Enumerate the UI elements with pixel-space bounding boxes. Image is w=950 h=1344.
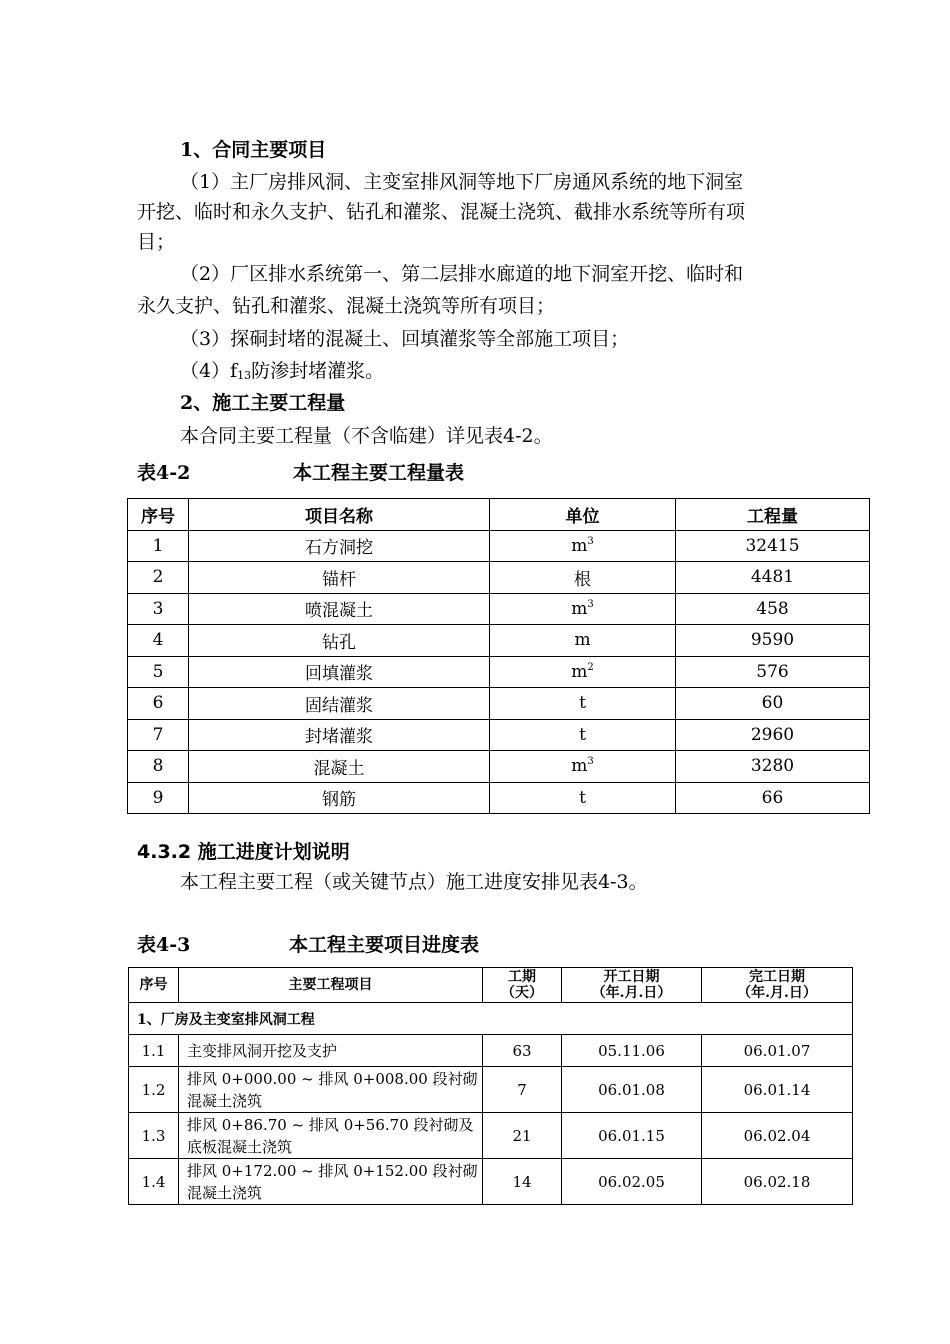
- header-no: 序号: [129, 968, 179, 1003]
- cell-no: 3: [128, 593, 189, 625]
- section-heading-contract-items: 1、合同主要项目: [180, 139, 327, 161]
- cell-unit: $m^3$: [490, 593, 676, 625]
- cell-name: 钢筋: [189, 782, 490, 814]
- cell-no: 6: [128, 688, 189, 720]
- cell-start: 06.01.15: [562, 1113, 702, 1159]
- cell-no: 4: [128, 625, 189, 657]
- schedule-intro: 本工程主要工程（或关键节点）施工进度安排见表4-3。: [180, 871, 648, 893]
- cell-no: 7: [128, 719, 189, 751]
- cell-name: 混凝土: [189, 751, 490, 783]
- cell-start: 05.11.06: [562, 1035, 702, 1067]
- cell-unit: $m^3$: [490, 751, 676, 783]
- cell-no: 5: [128, 656, 189, 688]
- cell-item: 排风 0+172.00 ~ 排风 0+152.00 段衬砌 混凝土浇筑: [179, 1159, 483, 1205]
- cell-unit: $m^3$: [490, 530, 676, 562]
- quantities-intro: 本合同主要工程量（不含临建）详见表4-2。: [180, 425, 553, 447]
- cell-qty: 66: [676, 782, 870, 814]
- cell-no: 2: [128, 562, 189, 594]
- cell-item: 主变排风洞开挖及支护: [179, 1035, 483, 1067]
- table-row: [128, 751, 870, 783]
- cell-unit: t: [490, 688, 676, 720]
- cell-qty: 9590: [676, 625, 870, 657]
- table-row: [128, 593, 870, 625]
- header-quantity: 工程量: [676, 499, 870, 531]
- paragraph-4-prefix: （4）f: [180, 360, 238, 382]
- table-row: [128, 688, 870, 720]
- paragraph-4: [180, 359, 384, 388]
- table-header-row: [129, 968, 853, 1003]
- table-4-2-caption-title: 本工程主要工程量表: [293, 462, 465, 484]
- cell-no: 1.3: [129, 1113, 179, 1159]
- section-heading-schedule: 4.3.2 施工进度计划说明: [137, 841, 350, 863]
- header-item-name: 项目名称: [189, 499, 490, 531]
- quantities-table: [127, 498, 870, 814]
- cell-end: 06.01.07: [702, 1035, 853, 1067]
- cell-unit: $m^2$: [490, 656, 676, 688]
- section-row: [129, 1003, 853, 1035]
- cell-no: 9: [128, 782, 189, 814]
- paragraph-1-line-2: 开挖、临时和永久支护、钻孔和灌浆、混凝土浇筑、截排水系统等所有项: [137, 201, 746, 223]
- cell-qty: 32415: [676, 530, 870, 562]
- cell-name: 回填灌浆: [189, 656, 490, 688]
- cell-item: 排风 0+86.70 ~ 排风 0+56.70 段衬砌及 底板混凝土浇筑: [179, 1113, 483, 1159]
- cell-item: 排风 0+000.00 ~ 排风 0+008.00 段衬砌 混凝土浇筑: [179, 1067, 483, 1113]
- cell-start: 06.01.08: [562, 1067, 702, 1113]
- cell-days: 7: [483, 1067, 562, 1113]
- cell-name: 钻孔: [189, 625, 490, 657]
- table-row: [129, 1113, 853, 1159]
- header-end-date: 完工日期 （年.月.日）: [702, 968, 853, 1003]
- paragraph-4-suffix: 防渗封堵灌浆。: [251, 360, 385, 382]
- cell-qty: 60: [676, 688, 870, 720]
- cell-qty: 4481: [676, 562, 870, 594]
- table-row: [128, 562, 870, 594]
- table-row: [128, 719, 870, 751]
- table-row: [129, 1035, 853, 1067]
- paragraph-3: （3）探硐封堵的混凝土、回填灌浆等全部施工项目；: [180, 328, 630, 350]
- paragraph-2-line-2: 永久支护、钻孔和灌浆、混凝土浇筑等所有项目；: [137, 295, 556, 317]
- paragraph-1-line-3: 目；: [137, 231, 176, 253]
- table-row: [129, 1067, 853, 1113]
- cell-no: 1.1: [129, 1035, 179, 1067]
- cell-qty: 458: [676, 593, 870, 625]
- cell-qty: 3280: [676, 751, 870, 783]
- cell-no: 8: [128, 751, 189, 783]
- cell-name: 锚杆: [189, 562, 490, 594]
- paragraph-1-line-1: （1）主厂房排风洞、主变室排风洞等地下厂房通风系统的地下洞室: [180, 171, 744, 193]
- cell-unit: 根: [490, 562, 676, 594]
- table-header-row: [128, 499, 870, 531]
- cell-days: 14: [483, 1159, 562, 1205]
- table-4-2-caption-number: 表4-2: [137, 462, 191, 484]
- table-row: [129, 1159, 853, 1205]
- cell-name: 石方洞挖: [189, 530, 490, 562]
- cell-days: 63: [483, 1035, 562, 1067]
- cell-end: 06.02.18: [702, 1159, 853, 1205]
- cell-name: 封堵灌浆: [189, 719, 490, 751]
- table-4-3-caption-number: 表4-3: [137, 934, 191, 956]
- header-main-item: 主要工程项目: [179, 968, 483, 1003]
- cell-name: 固结灌浆: [189, 688, 490, 720]
- table-4-3-caption-title: 本工程主要项目进度表: [289, 934, 480, 956]
- header-no: 序号: [128, 499, 189, 531]
- section-row-label: 1、厂房及主变室排风洞工程: [129, 1003, 853, 1035]
- cell-start: 06.02.05: [562, 1159, 702, 1205]
- cell-unit: t: [490, 782, 676, 814]
- cell-name: 喷混凝土: [189, 593, 490, 625]
- cell-end: 06.01.14: [702, 1067, 853, 1113]
- paragraph-4-subscript: 13: [237, 369, 252, 382]
- header-start-date: 开工日期 （年.月.日）: [562, 968, 702, 1003]
- table-row: [128, 782, 870, 814]
- cell-days: 21: [483, 1113, 562, 1159]
- header-unit: 单位: [490, 499, 676, 531]
- cell-qty: 576: [676, 656, 870, 688]
- cell-no: 1.4: [129, 1159, 179, 1205]
- paragraph-2-line-1: （2）厂区排水系统第一、第二层排水廊道的地下洞室开挖、临时和: [180, 263, 744, 285]
- cell-no: 1: [128, 530, 189, 562]
- table-row: [128, 656, 870, 688]
- header-duration: 工期 （天）: [483, 968, 562, 1003]
- cell-qty: 2960: [676, 719, 870, 751]
- cell-no: 1.2: [129, 1067, 179, 1113]
- cell-unit: t: [490, 719, 676, 751]
- cell-end: 06.02.04: [702, 1113, 853, 1159]
- cell-unit: m: [490, 625, 676, 657]
- table-row: [128, 625, 870, 657]
- schedule-table: [128, 967, 853, 1205]
- section-heading-quantities: 2、施工主要工程量: [180, 392, 346, 414]
- table-row: [128, 530, 870, 562]
